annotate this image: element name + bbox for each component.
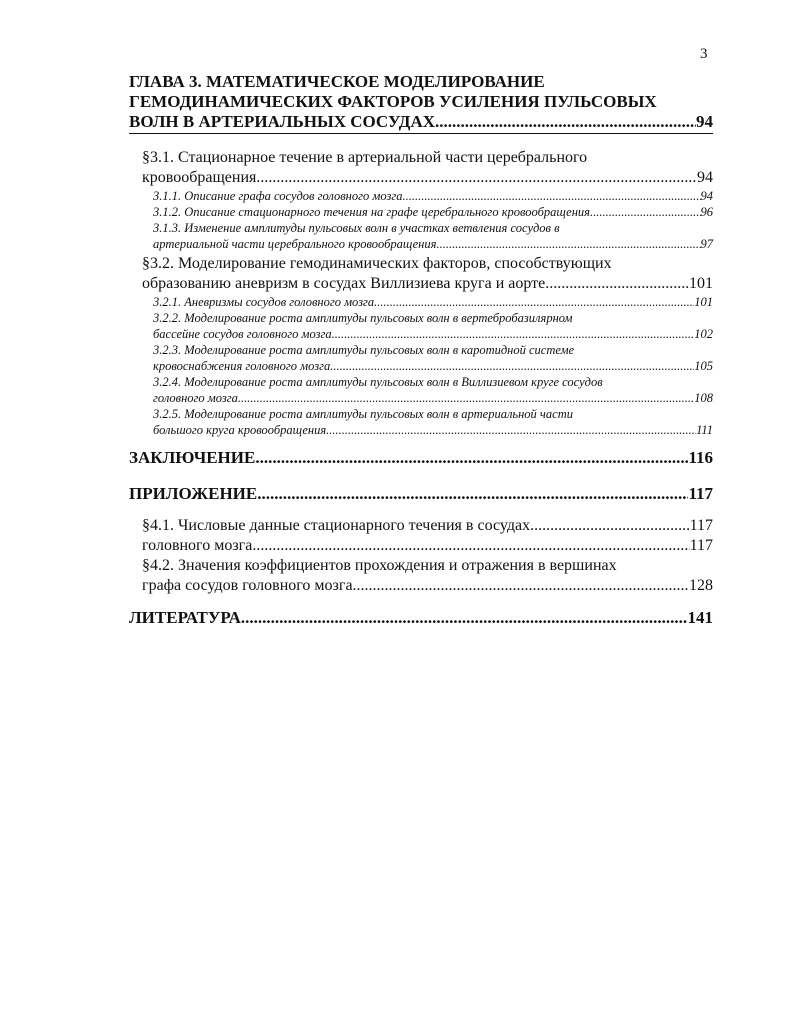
toc-entry-last-line — [153, 294, 713, 310]
toc-entry-text: артериальной части церебрального кровообращения. — [153, 237, 440, 251]
toc-page-number: 94 — [697, 169, 713, 186]
toc-page-number: 97 — [700, 237, 713, 251]
toc-entry-text: 3.2.1. Аневризмы сосудов головного мозга. — [153, 295, 378, 309]
toc-entry-text-line: §3.1. Стационарное течение в артериальной части церебрального — [142, 149, 588, 166]
dot-leader — [530, 516, 690, 536]
toc-entry-text: ПРИЛОЖЕНИЕ. — [129, 484, 262, 503]
toc-page-number: 117 — [689, 537, 713, 554]
dot-leader — [335, 326, 695, 342]
toc-entry-last-line — [129, 236, 713, 252]
toc-entry-last-line — [129, 484, 713, 504]
toc-entry-text: 3.1.2. Описание стационарного течения на графе церебрального кровообращения. — [153, 205, 594, 219]
toc-entry-last-line — [129, 112, 713, 132]
dot-leader — [245, 608, 687, 628]
toc-entry-last-line — [129, 608, 713, 628]
dot-leader — [357, 576, 689, 596]
dot-leader — [440, 236, 701, 252]
toc-entry-chapter-3[interactable] — [129, 72, 713, 134]
toc-entry-subsection-3-2-1[interactable] — [129, 294, 713, 310]
toc-entry-last-line — [142, 536, 713, 556]
toc-entry-text: образованию аневризм в сосудах Виллизиева круга и аорте — [142, 275, 546, 292]
toc-entry-text-line: ГЛАВА 3. МАТЕМАТИЧЕСКОЕ МОДЕЛИРОВАНИЕ — [129, 72, 545, 91]
toc-entry-last-line — [153, 326, 713, 342]
toc-entry-text-line: 3.2.2. Моделирование роста амплитуды пульсовых волн в вертебробазилярном — [153, 311, 573, 325]
toc-page-number: 117 — [689, 517, 713, 534]
toc-entry-text-line: 3.2.3. Моделирование роста амплитуды пульсовых волн в каротидной системе — [153, 343, 575, 357]
toc-entry-last-line — [142, 516, 713, 536]
dot-leader — [252, 536, 689, 556]
toc-entry-appendix[interactable] — [129, 484, 713, 504]
toc-entry-text: головного мозга. — [153, 391, 241, 405]
toc-entry-last-line — [153, 204, 713, 220]
toc-entry-subsection-3-2-4[interactable] — [129, 374, 713, 406]
toc-entry-last-line — [153, 188, 713, 204]
toc-page-number: 117 — [688, 484, 713, 503]
toc-entry-text-line: 3.2.5. Моделирование роста амплитуды пульсовых волн в артериальной части — [153, 407, 573, 421]
toc-entry-subsection-3-2-2[interactable] — [129, 310, 713, 342]
toc-entry-text: графа сосудов головного мозга. — [142, 577, 357, 594]
toc-entry-last-line — [153, 422, 713, 438]
dot-leader — [260, 448, 689, 468]
toc-entry-references[interactable] — [129, 608, 713, 628]
toc-page-number: 102 — [694, 327, 713, 341]
toc-entry-subsection-3-1-1[interactable] — [129, 188, 713, 204]
dot-leader — [545, 274, 689, 294]
toc-entry-section-4-2[interactable] — [129, 556, 713, 596]
table-of-contents — [129, 72, 713, 628]
toc-entry-section-3-1[interactable] — [129, 148, 713, 188]
dot-leader — [260, 168, 697, 188]
dot-leader — [333, 358, 694, 374]
toc-entry-text-line: 3.1.3. Изменение амплитуды пульсовых волн в участках ветвления сосудов в — [153, 221, 560, 235]
toc-entry-text: бассейне сосудов головного мозга. — [153, 327, 335, 341]
dot-leader — [439, 112, 696, 132]
toc-entry-subsection-3-1-3[interactable] — [129, 220, 713, 252]
toc-entry-text: §4.1. Числовые данные стационарного течения в сосудах — [142, 517, 531, 534]
toc-entry-last-line — [142, 576, 713, 596]
toc-entry-text: ЗАКЛЮЧЕНИЕ. — [129, 448, 260, 467]
toc-page-number: 94 — [696, 112, 713, 131]
toc-entry-conclusion[interactable] — [129, 448, 713, 468]
toc-page-number: 101 — [694, 295, 713, 309]
dot-leader — [241, 390, 694, 406]
toc-entry-text: кровоснабжения головного мозга. — [153, 359, 334, 373]
toc-entry-subsection-3-2-3[interactable] — [129, 342, 713, 374]
toc-entry-text: кровообращения. — [142, 169, 261, 186]
toc-entry-last-line — [129, 448, 713, 468]
toc-page-number: 116 — [688, 448, 713, 467]
toc-page-number: 141 — [687, 608, 713, 627]
toc-page-number: 101 — [689, 275, 713, 292]
toc-entry-text: 3.1.1. Описание графа сосудов головного мозга. — [153, 189, 406, 203]
toc-entry-subsection-3-2-5[interactable] — [129, 406, 713, 438]
dot-leader — [593, 204, 700, 220]
toc-entry-last-line — [153, 358, 713, 374]
toc-entry-text: большого круга кровообращения. — [153, 423, 330, 437]
toc-page-number: 128 — [689, 577, 713, 594]
toc-page-number: 108 — [694, 391, 713, 405]
dot-leader — [329, 422, 696, 438]
toc-entry-text: головного мозга — [142, 537, 253, 554]
toc-entry-last-line — [142, 274, 713, 294]
toc-page-number: 96 — [700, 205, 713, 219]
toc-page-number: 111 — [696, 423, 713, 437]
toc-entry-text: ВОЛН В АРТЕРИАЛЬНЫХ СОСУДАХ. — [129, 112, 440, 131]
toc-page-number: 105 — [694, 359, 713, 373]
dot-leader — [406, 188, 701, 204]
toc-entry-section-4-1[interactable] — [129, 516, 713, 536]
toc-entry-text: ЛИТЕРАТУРА. — [129, 608, 246, 627]
toc-entry-last-line — [142, 168, 713, 188]
toc-entry-subsection-3-1-2[interactable] — [129, 204, 713, 220]
dot-leader — [261, 484, 688, 504]
dot-leader — [377, 294, 694, 310]
toc-entry-text-line: ГЕМОДИНАМИЧЕСКИХ ФАКТОРОВ УСИЛЕНИЯ ПУЛЬСОВЫХ — [129, 92, 657, 111]
page-number: 3 — [700, 46, 708, 62]
toc-entry-text-line: §4.2. Значения коэффициентов прохождения и отражения в вершинах — [142, 557, 617, 574]
toc-entry-section-3-2[interactable] — [129, 254, 713, 294]
toc-entry-section-4-1-cont[interactable] — [129, 536, 713, 556]
toc-entry-text-line: §3.2. Моделирование гемодинамических факторов, способствующих — [142, 255, 612, 272]
toc-entry-last-line — [153, 390, 713, 406]
toc-page-number: 94 — [700, 189, 713, 203]
toc-entry-text-line: 3.2.4. Моделирование роста амплитуды пульсовых волн в Виллизиевом круге сосудов — [153, 375, 603, 389]
